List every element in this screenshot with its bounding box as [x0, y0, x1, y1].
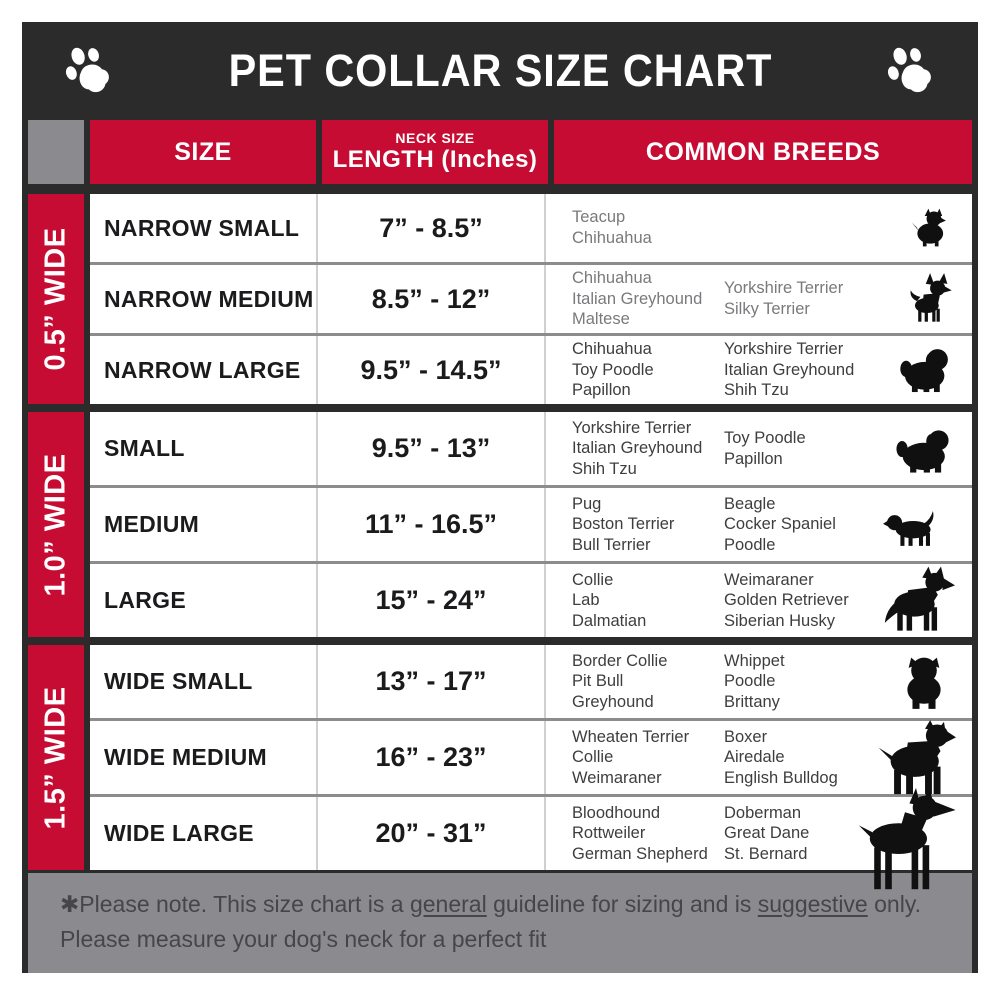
size-name: LARGE	[104, 587, 186, 613]
note-line-1	[60, 887, 952, 922]
group-rows	[90, 645, 972, 870]
breeds-column-1: Teacup Chihuahua	[572, 208, 652, 247]
neck-range: 20” - 31”	[375, 818, 487, 848]
table-row	[90, 333, 972, 404]
neck-size-label: NECK SIZE	[395, 130, 475, 147]
table-row	[90, 718, 972, 794]
breeds-column-1: Wheaten Terrier Collie Weimaraner	[572, 727, 690, 787]
footer-note	[28, 873, 972, 973]
underlined-word: suggestive	[757, 891, 868, 917]
neck-range: 7” - 8.5”	[379, 212, 483, 243]
breeds-cell	[546, 194, 972, 262]
size-name: WIDE LARGE	[104, 820, 254, 846]
pekingese-icon	[894, 418, 956, 480]
width-label: 1.0” WIDE	[39, 452, 72, 597]
neck-range: 8.5” - 12”	[371, 283, 491, 314]
size-group	[28, 412, 972, 637]
breeds-column-1: Bloodhound Rottweiler German Shepherd	[572, 803, 708, 863]
size-name: SMALL	[104, 435, 185, 461]
page-title: PET COLLAR SIZE CHART	[228, 45, 772, 96]
breeds-column-2: Yorkshire Terrier Italian Greyhound Shih Tzu	[724, 340, 855, 400]
size-name: WIDE SMALL	[104, 668, 253, 694]
breeds-cell	[546, 645, 972, 718]
column-header-neck	[322, 120, 548, 184]
breeds-column-1: Yorkshire Terrier Italian Greyhound Shih Tzu	[572, 418, 703, 478]
beagle-icon	[868, 496, 956, 554]
bulldog-icon	[892, 650, 956, 714]
table-row	[90, 262, 972, 333]
width-band	[28, 412, 84, 637]
doberman-icon	[850, 786, 960, 900]
paw-icon	[882, 42, 940, 100]
chihuahua-icon	[902, 272, 956, 326]
width-band	[28, 645, 84, 870]
breeds-cell	[546, 797, 972, 870]
breeds-column-1: Chihuahua Italian Greyhound Maltese	[572, 269, 703, 329]
breeds-cell	[546, 412, 972, 485]
table-row	[90, 412, 972, 485]
breeds-column-2: Beagle Cocker Spaniel Poodle	[724, 494, 836, 554]
width-label: 1.5” WIDE	[39, 685, 72, 830]
breeds-cell	[546, 721, 972, 794]
paw-icon	[60, 42, 118, 100]
group-rows	[90, 412, 972, 637]
shepherd-icon	[876, 562, 956, 640]
size-name: WIDE MEDIUM	[104, 744, 268, 770]
size-name: NARROW MEDIUM	[104, 285, 314, 312]
neck-range: 9.5” - 14.5”	[360, 354, 502, 385]
table-row	[90, 194, 972, 262]
size-name: NARROW LARGE	[104, 356, 301, 383]
note-text: guideline for sizing and is	[486, 891, 758, 917]
chart-panel	[22, 22, 978, 973]
length-inches-label: LENGTH (Inches)	[332, 145, 538, 173]
breeds-column-1: Chihuahua Toy Poodle Papillon	[572, 340, 654, 400]
column-header-breeds: COMMON BREEDS	[554, 120, 972, 184]
neck-range: 11” - 16.5”	[364, 509, 498, 539]
asterisk: ✱	[60, 891, 80, 917]
breeds-column-2: Toy Poodle Papillon	[724, 428, 806, 468]
width-label: 0.5” WIDE	[39, 227, 72, 371]
note-text: only.	[867, 891, 922, 917]
table-body	[28, 194, 972, 870]
table-row	[90, 561, 972, 637]
column-header-size: SIZE	[90, 120, 316, 184]
breeds-cell	[546, 265, 972, 333]
note-line-2: Please measure your dog's neck for a perfect fit	[60, 925, 547, 952]
size-name: MEDIUM	[104, 511, 200, 537]
neck-range: 9.5” - 13”	[371, 433, 491, 463]
breeds-column-2: Whippet Poodle Brittany	[724, 651, 785, 711]
breeds-column-2: Yorkshire Terrier Silky Terrier	[724, 279, 844, 318]
neck-range: 15” - 24”	[375, 585, 487, 615]
breeds-cell	[546, 488, 972, 561]
shih-tzu-icon	[898, 341, 956, 399]
title-bar	[28, 22, 972, 120]
breeds-cell	[546, 564, 972, 637]
neck-range: 16” - 23”	[375, 742, 487, 772]
size-name: NARROW SMALL	[104, 214, 300, 241]
note-text: Please note. This size chart is a	[79, 891, 410, 917]
table-row	[90, 485, 972, 561]
group-rows	[90, 194, 972, 404]
size-group	[28, 194, 972, 404]
breeds-column-1: Pug Boston Terrier Bull Terrier	[572, 494, 675, 554]
width-band	[28, 194, 84, 404]
table-header-row	[28, 120, 972, 184]
corner-cell	[28, 120, 84, 184]
breeds-column-2: Doberman Great Dane St. Bernard	[724, 803, 810, 863]
size-group	[28, 645, 972, 870]
yorkie-icon	[910, 205, 956, 251]
breeds-column-2: Weimaraner Golden Retriever Siberian Husky	[724, 570, 849, 630]
neck-range: 13” - 17”	[375, 666, 487, 696]
breeds-column-1: Border Collie Pit Bull Greyhound	[572, 651, 668, 711]
breeds-column-2: Boxer Airedale English Bulldog	[724, 727, 838, 787]
breeds-column-1: Collie Lab Dalmatian	[572, 570, 647, 630]
table-row	[90, 794, 972, 870]
table-row	[90, 645, 972, 718]
underlined-word: general	[409, 891, 487, 917]
breeds-cell	[546, 336, 972, 404]
